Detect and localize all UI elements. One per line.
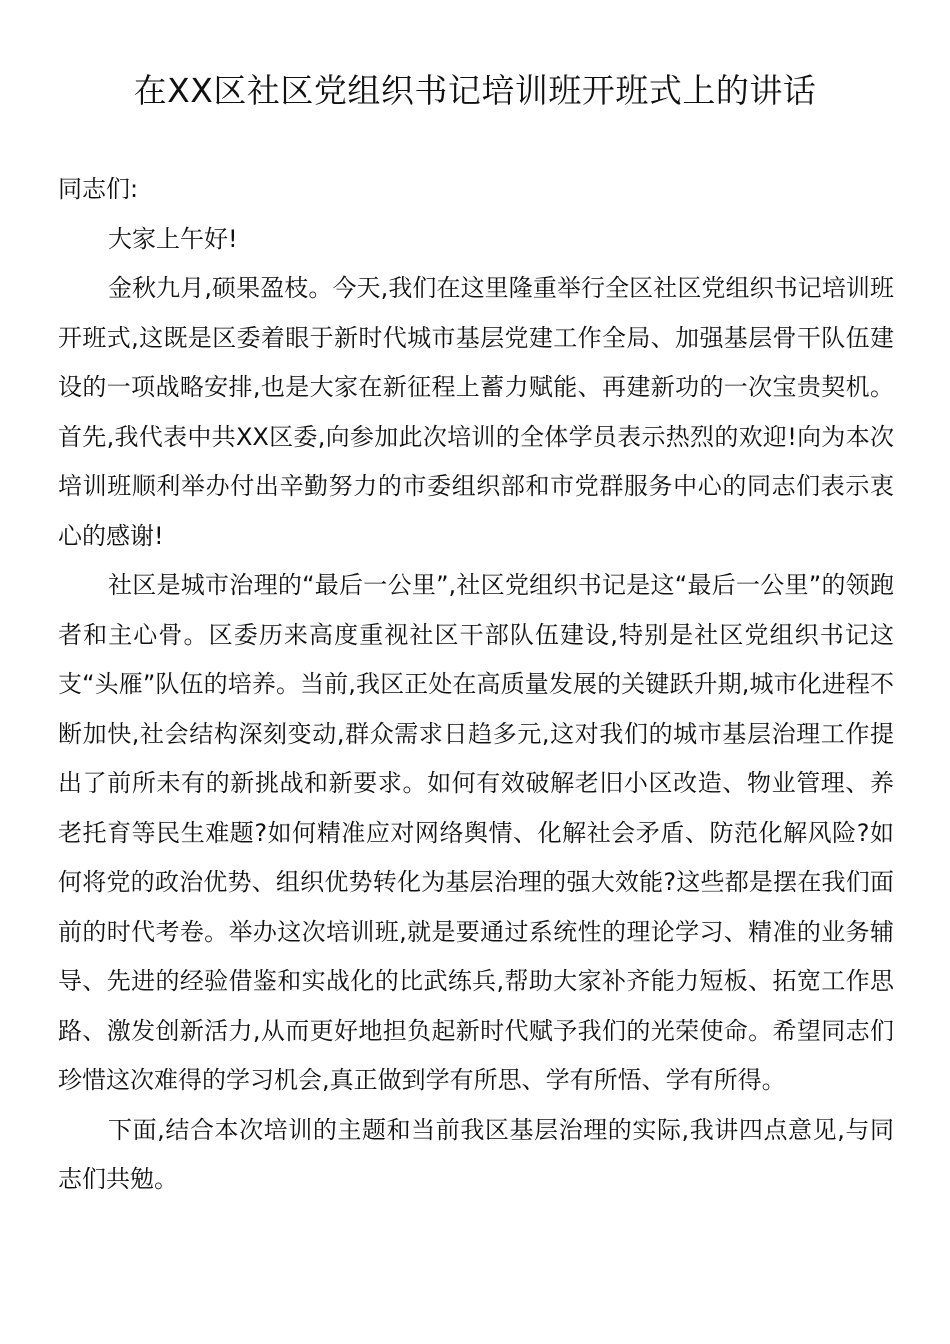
paragraph-context: 社区是城市治理的“最后一公里”,社区党组织书记是这“最后一公里”的领跑者和主心骨。区委历来高度重视社区干部队伍建设,特别是社区党组织书记这支“头雁”队伍的培养。当前,我区正处在高质量发展的关键跃升期,城市化进程不断加快,社会结构深刻变动,群众需求日趋多元,这对我们的城市基层治理工作提出了前所未有的新挑战和新要求。如何有效破解老旧小区改造、物业管理、养老托育等民生难题?如何精准应对网络舆情、化解社会矛盾、防范化解风险?如何将党的政治优势、组织优势转化为基层治理的强大效能?这些都是摆在我们面前的时代考卷。举办这次培训班,就是要通过系统性的理论学习、精准的业务辅导、先进的经验借鉴和实战化的比武练兵,帮助大家补齐能力短板、拓宽工作思路、激发创新活力,从而更好地担负起新时代赋予我们的光荣使命。希望同志们珍惜这次难得的学习机会,真正做到学有所思、学有所悟、学有所得。: [58, 571, 894, 1094]
document-body: [58, 165, 894, 1205]
document-title: 在XX区社区党组织书记培训班开班式上的讲话: [133, 71, 817, 110]
paragraph-transition: 下面,结合本次培训的主题和当前我区基层治理的实际,我讲四点意见,与同志们共勉。: [58, 1115, 894, 1193]
salutation: 同志们:: [58, 175, 139, 203]
paragraph-greeting: 大家上午好!: [108, 224, 238, 253]
paragraph-opening: 金秋九月,硕果盈枝。今天,我们在这里隆重举行全区社区党组织书记培训班开班式,这既是区委着眼于新时代城市基层党建工作全局、加强基层骨干队伍建设的一项战略安排,也是大家在新征程上蓄力赋能、再建新功的一次宝贵契机。首先,我代表中共XX区委,向参加此次培训的全体学员表示热烈的欢迎!向为本次培训班顺利举办付出辛勤努力的市委组织部和市党群服务中心的同志们表示衷心的感谢!: [58, 274, 894, 550]
